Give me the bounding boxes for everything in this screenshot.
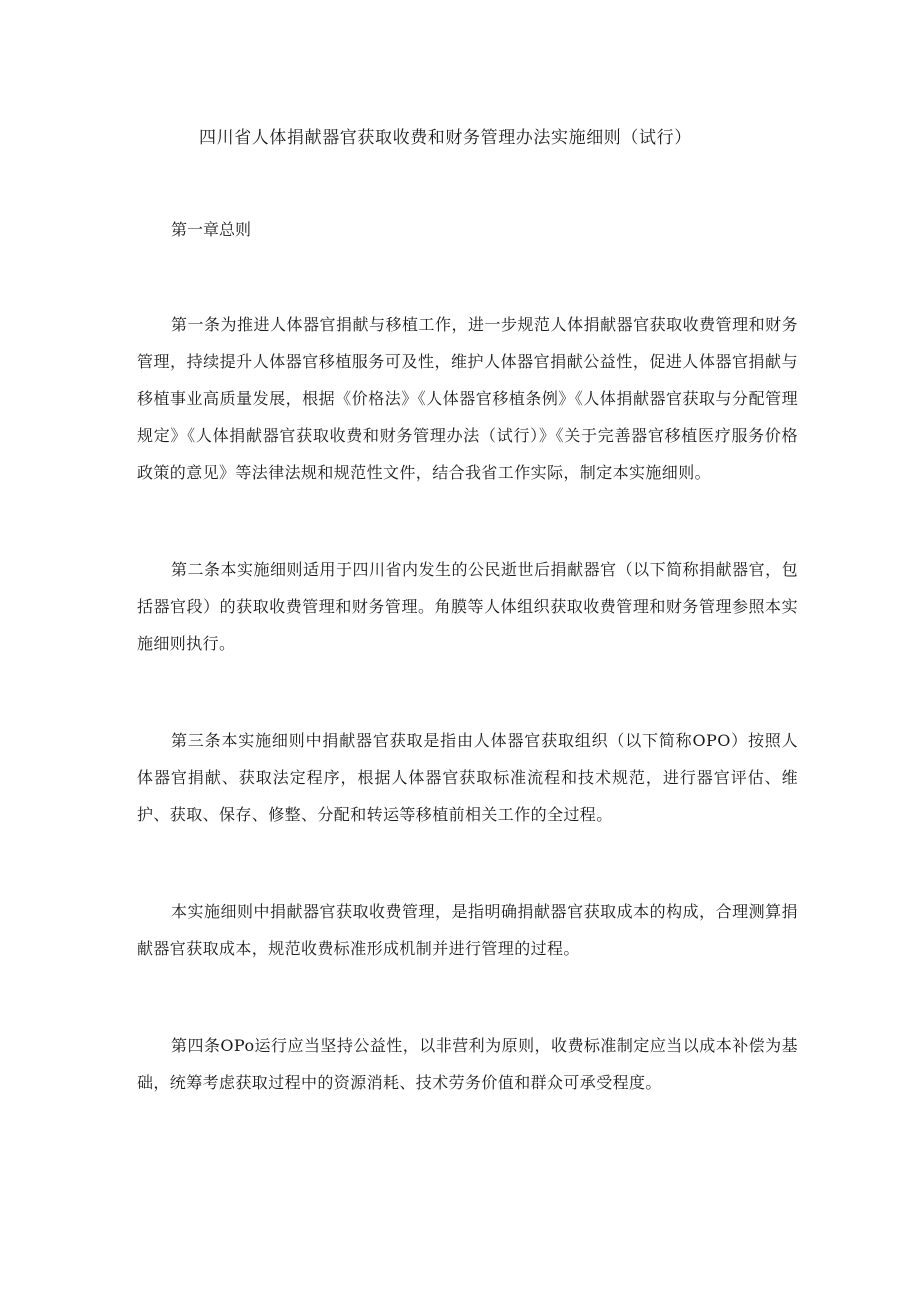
paragraph-article-4: 第四条OPo运行应当坚持公益性，以非营利为原则，收费标准制定应当以成本补偿为基础，统筹考虑获取过程中的资源消耗、技术劳务价值和群众可承受程度。 (137, 1036, 798, 1092)
paragraph-article-1: 第一条为推进人体器官捐献与移植工作，进一步规范人体捐献器官获取收费管理和财务管理，持续提升人体器官移植服务可及性，维护人体器官捐献公益性，促进人体器官捐献与移植事业高质量发展，根据《价格法》《人体器官移植条例》《人体捐献器官获取与分配管理规定》《人体捐献器官获取收费和财务管理办法（试行）》《关于完善器官移植医疗服务价格政策的意见》等法律法规和规范性文件，结合我省工作实际，制定本实施细则。 (137, 315, 798, 482)
paragraph-article-3: 第三条本实施细则中捐献器官获取是指由人体器官获取组织（以下简称OPO）按照人体器官捐献、获取法定程序，根据人体器官获取标准流程和技术规范，进行器官评估、维护、获取、保存、修整、分配和转运等移植前相关工作的全过程。 (137, 731, 798, 824)
document-title: 四川省人体捐献器官获取收费和财务管理办法实施细则（试行） (199, 128, 692, 148)
paragraph-article-2: 第二条本实施细则适用于四川省内发生的公民逝世后捐献器官（以下简称捐献器官，包括器官段）的获取收费管理和财务管理。角膜等人体组织获取收费管理和财务管理参照本实施细则执行。 (137, 560, 798, 653)
paragraph-fee-management: 本实施细则中捐献器官获取收费管理，是指明确捐献器官获取成本的构成，合理测算捐献器官获取成本，规范收费标准形成机制并进行管理的过程。 (137, 902, 798, 958)
chapter-heading: 第一章总则 (171, 220, 252, 239)
